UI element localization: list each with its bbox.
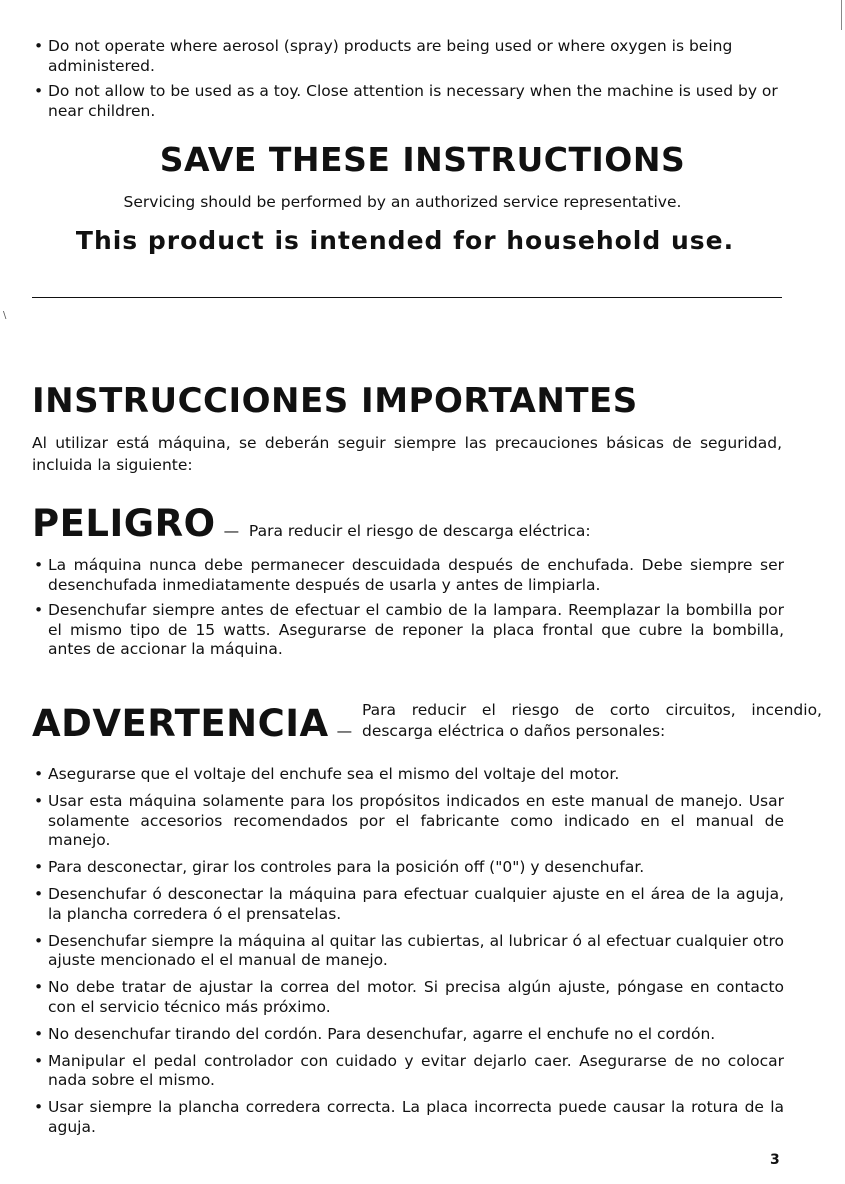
list-item: • Do not allow to be used as a toy. Close attention is necessary when the machine is used by or near children. (32, 82, 792, 121)
household-note: This product is intended for household use. (75, 226, 735, 255)
list-item: • Manipular el pedal controlador con cuidado y evitar dejarlo caer. Asegurarse de no colocar nada sobre el mismo. (32, 1052, 784, 1091)
list-item: • Desenchufar siempre antes de efectuar el cambio de la lampara. Reemplazar la bombilla por el mismo tipo de 15 watts. Asegurarse de reponer la placa frontal que cubre la bombilla, antes de accionar la máquina. (32, 601, 784, 660)
list-item: • Desenchufar siempre la máquina al quitar las cubiertas, al lubricar ó al efectuar cualquier otro ajuste mencionado el el manual de manejo. (32, 932, 784, 971)
list-item: • Usar siempre la plancha corredera correcta. La placa incorrecta puede causar la rotura de la aguja. (32, 1098, 784, 1137)
advertencia-subtitle (337, 700, 822, 742)
peligro-list (32, 556, 784, 666)
scan-edge-mark (841, 0, 842, 30)
peligro-subtitle (224, 521, 591, 542)
spanish-title: INSTRUCCIONES IMPORTANTES (32, 381, 638, 421)
list-item: • Desenchufar ó desconectar la máquina para efectuar cualquier ajuste en el área de la aguja, la plancha corredera ó el prensatelas. (32, 885, 784, 924)
peligro-heading-row (32, 502, 591, 545)
list-item: • Do not operate where aerosol (spray) products are being used or where oxygen is being administered. (32, 37, 792, 76)
spanish-intro: Al utilizar está máquina, se deberán seguir siempre las precauciones básicas de seguridad, incluida la siguiente: (32, 434, 782, 474)
save-instructions-title: SAVE THESE INSTRUCTIONS (159, 140, 686, 179)
advertencia-subtitle-text: Para reducir el riesgo de corto circuitos, incendio, descarga eléctrica o daños personales: (361, 701, 822, 740)
list-item: • Para desconectar, girar los controles para la posición off ("0") y desenchufar. (32, 858, 784, 878)
list-item: • Usar esta máquina solamente para los propósitos indicados en este manual de manejo. Usar solamente accesorios recomendados por el fabricante como indicado en el manual de manejo. (32, 792, 784, 851)
list-item: • La máquina nunca debe permanecer descuidada después de enchufada. Debe siempre ser desenchufada inmediatamente después de usarla y antes de limpiarla. (32, 556, 784, 595)
advertencia-heading-row (32, 700, 822, 745)
top-warning-list (32, 37, 792, 127)
peligro-subtitle-text: Para reducir el riesgo de descarga eléctrica: (248, 522, 591, 540)
service-note: Servicing should be performed by an authorized service representative. (123, 193, 682, 211)
scan-mark: \ (3, 310, 7, 321)
page-number: 3 (770, 1152, 780, 1168)
heading-dash: — (223, 522, 240, 540)
list-item: • Asegurarse que el voltaje del enchufe sea el mismo del voltaje del motor. (32, 765, 784, 785)
advertencia-list (32, 765, 784, 1145)
heading-dash: — (336, 722, 353, 740)
list-item: • No desenchufar tirando del cordón. Para desenchufar, agarre el enchufe no el cordón. (32, 1025, 784, 1045)
list-item: • No debe tratar de ajustar la correa del motor. Si precisa algún ajuste, póngase en contacto con el servicio técnico más próximo. (32, 978, 784, 1017)
peligro-heading: PELIGRO (32, 502, 216, 545)
advertencia-heading: ADVERTENCIA (32, 702, 329, 745)
section-divider (32, 297, 782, 298)
